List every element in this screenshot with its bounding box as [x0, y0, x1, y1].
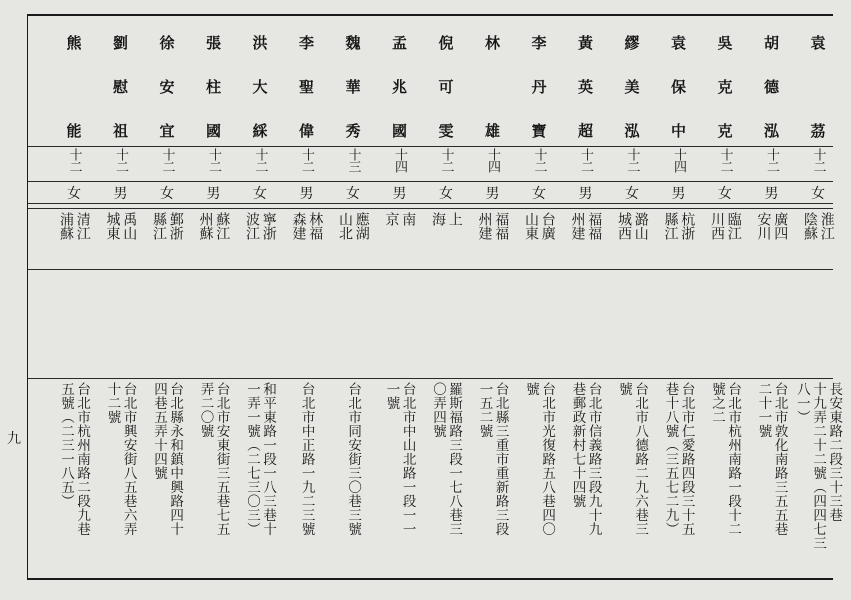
sex-cell: 女 [439, 186, 453, 202]
student-column [191, 16, 237, 578]
address-text: 一五二號 [476, 382, 493, 438]
native-place-text: 禹山 [121, 212, 138, 240]
name-char: 祖 [112, 122, 128, 140]
native-place-text: 森建 [290, 212, 307, 240]
address-cell [284, 382, 330, 577]
name-char: 袁 [810, 34, 826, 52]
native-place-text: 蘇江 [214, 212, 231, 240]
age-cell [656, 148, 702, 172]
address-text: 〇弄四號 [430, 382, 446, 438]
address-cell [749, 382, 795, 577]
address-cell [51, 382, 97, 577]
address-text: 羅斯福路三段一七八巷三 [446, 382, 463, 536]
sex-cell: 女 [718, 186, 732, 202]
address-cell [423, 382, 469, 577]
native-place-cell [191, 212, 237, 272]
sex-cell: 男 [764, 186, 779, 202]
native-place-text: 州建 [476, 212, 493, 240]
age-text: 十二 [299, 148, 314, 172]
sex-cell: 女 [67, 186, 81, 202]
address-text: 台北市安東街三五巷七五 [213, 382, 230, 536]
name-char: 國 [205, 122, 221, 140]
name-char: 張 [205, 34, 221, 52]
address-text: 五號（二三一八五） [58, 382, 74, 508]
address-cell [144, 382, 190, 577]
native-place-cell [702, 212, 748, 272]
student-column [284, 16, 330, 578]
native-place-cell [470, 212, 516, 272]
native-place-text: 山北 [337, 212, 353, 240]
name-char: 國 [391, 122, 407, 140]
student-column [144, 16, 190, 578]
name-char: 聖 [298, 78, 314, 96]
sex-cell: 女 [625, 186, 639, 202]
sex-cell: 女 [253, 186, 267, 202]
name-char: 孟 [391, 34, 407, 52]
native-place-cell [516, 212, 562, 272]
native-place-cell [144, 212, 190, 272]
native-place-cell [377, 212, 423, 272]
address-text: 台北市中正路一九二三號 [298, 382, 315, 536]
page-number: 九 [7, 431, 21, 447]
native-place-text: 廣四 [772, 212, 789, 240]
native-place-text: 川西 [709, 212, 725, 240]
address-text: 台北市敦化南路三五五巷 [771, 382, 788, 536]
address-text: 巷郵政新村七十四號 [569, 382, 586, 508]
native-place-text: 山東 [523, 212, 539, 240]
age-text: 十二 [438, 148, 454, 172]
age-cell [377, 148, 423, 172]
address-text: 台北市中山北路一段一一 [399, 382, 416, 536]
name-char: 李 [531, 34, 547, 52]
native-place-text: 縣江 [151, 212, 167, 240]
name-char: 泓 [763, 122, 779, 140]
age-cell [516, 148, 562, 172]
native-place-cell [563, 212, 609, 272]
address-text: 八一） [793, 382, 810, 424]
sex-cell: 男 [392, 186, 407, 202]
address-cell [377, 382, 423, 577]
native-place-text: 鄞浙 [167, 212, 184, 240]
name-char: 華 [345, 78, 361, 96]
age-cell [98, 148, 144, 172]
age-cell [749, 148, 795, 172]
name-char: 超 [577, 122, 593, 140]
address-text: 台北市八德路二九六巷三 [632, 382, 649, 536]
name-char: 茘 [810, 122, 826, 140]
sex-cell: 男 [113, 186, 128, 202]
address-cell [330, 382, 376, 577]
native-place-text: 南 [400, 212, 417, 226]
age-text: 十二 [206, 148, 221, 172]
native-place-cell [284, 212, 330, 272]
native-place-text: 應湖 [353, 212, 370, 240]
sex-cell: 男 [578, 186, 593, 202]
native-place-text: 寧浙 [260, 212, 277, 240]
age-cell [470, 148, 516, 172]
age-cell [191, 148, 237, 172]
address-cell [795, 382, 841, 577]
student-column [377, 16, 423, 578]
address-text: 弄二〇號 [197, 382, 214, 438]
name-char: 偉 [298, 122, 314, 140]
address-text: 號 [616, 382, 632, 396]
native-place-text: 縣江 [662, 212, 679, 240]
address-cell [656, 382, 702, 577]
name-char: 魏 [345, 34, 361, 52]
name-char: 綵 [252, 122, 268, 140]
name-char: 克 [717, 78, 733, 96]
age-text: 十二 [113, 148, 128, 172]
address-text: 台北市信義路三段九十九 [585, 382, 602, 536]
student-column [423, 16, 469, 578]
age-text: 十二 [717, 148, 733, 172]
address-text: 台北市杭州南路二段九巷 [74, 382, 91, 536]
age-text: 十二 [531, 148, 547, 172]
name-char: 柱 [205, 78, 221, 96]
age-text: 十四 [392, 148, 407, 172]
native-place-text: 海 [430, 212, 446, 226]
address-cell [563, 382, 609, 577]
native-place-text: 上 [446, 212, 463, 226]
name-char: 丹 [531, 78, 547, 96]
age-text: 十二 [624, 148, 640, 172]
address-text: 長安東路二段三十三巷 [826, 382, 843, 522]
name-char: 雄 [484, 122, 500, 140]
age-text: 十二 [810, 148, 826, 172]
sex-cell: 男 [206, 186, 221, 202]
student-column [749, 16, 795, 578]
native-place-cell [330, 212, 376, 272]
native-place-cell [423, 212, 469, 272]
name-char: 李 [298, 34, 314, 52]
sex-cell: 男 [671, 186, 686, 202]
address-text: 十九弄二十二號（四四七三 [810, 382, 827, 550]
native-place-text: 福福 [586, 212, 603, 240]
sex-cell: 女 [811, 186, 825, 202]
address-cell [609, 382, 655, 577]
age-cell [330, 148, 376, 172]
native-place-cell [749, 212, 795, 272]
name-char: 秀 [345, 122, 361, 140]
name-char: 黃 [577, 34, 593, 52]
native-place-text: 清江 [74, 212, 91, 240]
name-char: 胡 [763, 34, 779, 52]
native-place-cell [795, 212, 841, 272]
native-place-text: 波江 [244, 212, 260, 240]
student-column [609, 16, 655, 578]
address-text: 一弄一號（二七三〇三） [244, 382, 260, 536]
student-column [330, 16, 376, 578]
name-char: 雯 [438, 122, 454, 140]
native-place-cell [609, 212, 655, 272]
name-char: 吳 [717, 34, 733, 52]
native-place-text: 淮江 [818, 212, 835, 240]
sex-cell: 男 [299, 186, 314, 202]
name-char: 美 [624, 78, 640, 96]
address-text: 台北市同安街三〇巷三號 [345, 382, 362, 536]
address-text: 台北市光復路五八巷四〇 [539, 382, 556, 536]
name-char: 熊 [66, 34, 82, 52]
address-cell [191, 382, 237, 577]
address-text: 號 [523, 382, 539, 396]
address-cell [98, 382, 144, 577]
name-char: 保 [670, 78, 686, 96]
native-place-text: 城西 [616, 212, 632, 240]
native-place-cell [656, 212, 702, 272]
name-char: 倪 [438, 34, 454, 52]
age-cell [702, 148, 748, 172]
native-place-text: 陰蘇 [802, 212, 818, 240]
age-text: 十四 [671, 148, 686, 172]
student-column [656, 16, 702, 578]
name-char: 能 [66, 122, 82, 140]
address-text: 一號 [383, 382, 400, 410]
sex-cell: 女 [346, 186, 360, 202]
student-column [516, 16, 562, 578]
age-cell [284, 148, 330, 172]
age-text: 十二 [252, 148, 268, 172]
native-place-text: 城東 [104, 212, 121, 240]
sex-cell: 男 [485, 186, 500, 202]
student-column [98, 16, 144, 578]
age-cell [237, 148, 283, 172]
native-place-cell [98, 212, 144, 272]
name-char: 繆 [624, 34, 640, 52]
native-place-text: 浦蘇 [58, 212, 74, 240]
native-place-text: 潞山 [632, 212, 649, 240]
address-text: 十二號 [104, 382, 121, 424]
age-text: 十二 [578, 148, 593, 172]
name-char: 英 [577, 78, 593, 96]
address-text: 台北縣永和鎮中興路四十 [167, 382, 184, 536]
name-char: 可 [438, 78, 454, 96]
name-char: 慰 [112, 78, 128, 96]
address-cell [702, 382, 748, 577]
age-cell [795, 148, 841, 172]
name-char: 大 [252, 78, 268, 96]
name-char: 劉 [112, 34, 128, 52]
sex-cell: 女 [532, 186, 546, 202]
age-text: 十二 [66, 148, 82, 172]
address-text: 台北市興安街八五巷六弄 [120, 382, 137, 536]
address-text: 台北縣三重市重新路三段 [492, 382, 509, 536]
native-place-cell [237, 212, 283, 272]
address-cell [470, 382, 516, 577]
address-cell [237, 382, 283, 577]
native-place-text: 福福 [493, 212, 510, 240]
student-roster-table [27, 14, 843, 580]
sex-cell: 女 [160, 186, 174, 202]
native-place-text: 臨江 [725, 212, 742, 240]
age-text: 十四 [485, 148, 500, 172]
address-text: 號之二 [709, 382, 725, 424]
native-place-cell [51, 212, 97, 272]
address-text: 台北市杭州南路一段十二 [725, 382, 742, 536]
age-cell [423, 148, 469, 172]
address-text: 巷十八號（三五七二九） [662, 382, 679, 536]
native-place-text: 安川 [755, 212, 772, 240]
student-column [237, 16, 283, 578]
age-text: 十二 [764, 148, 779, 172]
native-place-text: 杭浙 [679, 212, 696, 240]
name-char: 兆 [391, 78, 407, 96]
native-place-text: 林福 [307, 212, 324, 240]
name-char: 克 [717, 122, 733, 140]
native-place-text: 京 [383, 212, 400, 226]
address-text: 四巷五弄十四號 [151, 382, 167, 480]
student-column [702, 16, 748, 578]
name-char: 徐 [159, 34, 175, 52]
name-char: 安 [159, 78, 175, 96]
student-column [795, 16, 841, 578]
age-cell [144, 148, 190, 172]
native-place-text: 州建 [569, 212, 586, 240]
name-char: 德 [763, 78, 779, 96]
address-text: 二十一號 [755, 382, 772, 438]
name-char: 洪 [252, 34, 268, 52]
name-char: 宜 [159, 122, 175, 140]
name-char: 袁 [670, 34, 686, 52]
address-cell [516, 382, 562, 577]
age-cell [609, 148, 655, 172]
name-char: 中 [670, 122, 686, 140]
student-column [563, 16, 609, 578]
name-char: 泓 [624, 122, 640, 140]
address-text: 和平東路一段一八三巷十 [260, 382, 277, 536]
native-place-text: 台廣 [539, 212, 556, 240]
student-column [470, 16, 516, 578]
address-text: 台北市仁愛路四段三十五 [678, 382, 695, 536]
name-char: 寶 [531, 122, 547, 140]
name-char: 林 [484, 34, 500, 52]
age-text: 十三 [345, 148, 361, 172]
age-cell [51, 148, 97, 172]
student-column [51, 16, 97, 578]
native-place-text: 州蘇 [197, 212, 214, 240]
age-text: 十二 [159, 148, 175, 172]
age-cell [563, 148, 609, 172]
